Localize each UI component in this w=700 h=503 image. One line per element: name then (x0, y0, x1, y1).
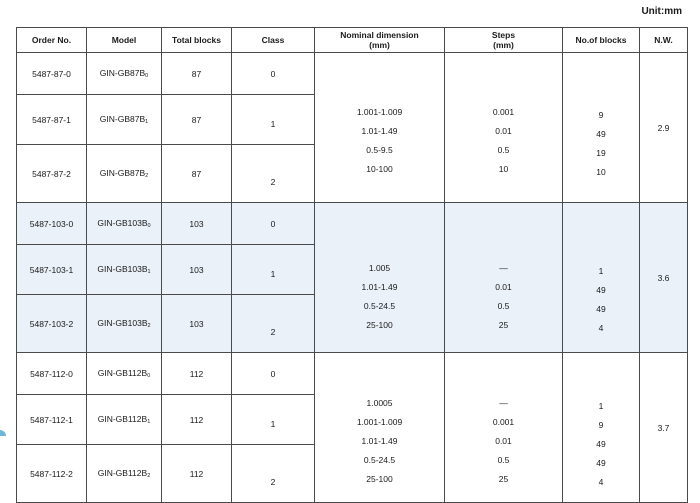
model-name: GIN-GB103B (97, 218, 148, 228)
cell-steps-list (445, 77, 562, 179)
cell-model (87, 353, 162, 395)
list-item: 0.001 (492, 417, 515, 427)
list-item: 10-100 (366, 163, 393, 174)
table-row (17, 353, 688, 395)
header-nominal-label: Nominal dimension (340, 30, 419, 40)
model-name: GIN-GB103B (97, 318, 148, 328)
cell-model (87, 445, 162, 503)
list-item: 49 (596, 303, 606, 314)
header-steps-label: Steps (491, 30, 516, 40)
cell-class: 1 (232, 95, 315, 145)
model-name: GIN-GB87B (99, 114, 146, 124)
list-item: 25 (498, 474, 509, 484)
cell-total-blocks: 112 (162, 445, 232, 503)
scan-edge-mark (0, 430, 6, 436)
cell-steps (445, 353, 563, 503)
list-item: 9 (598, 420, 604, 430)
model-grade-subscript: 2 (145, 173, 149, 179)
cell-no-of-blocks-list (563, 74, 639, 182)
cell-order-no: 5487-112-1 (17, 395, 87, 445)
cell-nw: 2.9 (640, 53, 688, 203)
cell-total-blocks: 103 (162, 295, 232, 353)
cell-model (87, 145, 162, 203)
list-item: 0.01 (495, 281, 512, 292)
cell-nominal-dimension-list (315, 221, 444, 335)
cell-class: 0 (232, 53, 315, 95)
list-item: 0.5-24.5 (363, 300, 396, 311)
list-item: 19 (596, 147, 606, 158)
model-grade-subscript: 1 (147, 419, 151, 425)
cell-model (87, 245, 162, 295)
cell-order-no: 5487-87-2 (17, 145, 87, 203)
header-total-blocks: Total blocks (162, 28, 232, 53)
cell-model (87, 53, 162, 95)
list-item: — (499, 398, 508, 408)
cell-steps (445, 53, 563, 203)
cell-total-blocks: 87 (162, 53, 232, 95)
cell-nw: 3.6 (640, 203, 688, 353)
cell-model (87, 395, 162, 445)
list-item: 4 (598, 322, 604, 333)
cell-steps-list (445, 221, 562, 335)
cell-class: 2 (232, 445, 315, 503)
list-item: 9 (598, 109, 604, 120)
list-item: 1.01-1.49 (361, 281, 398, 292)
list-item: — (499, 262, 508, 273)
model-name: GIN-GB112B (97, 368, 148, 378)
list-item: 25-100 (366, 474, 393, 484)
list-item: 25 (498, 319, 509, 330)
header-nw: N.W. (640, 28, 688, 53)
list-item: 0.5 (497, 144, 510, 155)
list-item: 1.001-1.009 (356, 106, 403, 117)
header-order-no: Order No. (17, 28, 87, 53)
list-item: 1.0005 (366, 398, 393, 408)
cell-steps (445, 203, 563, 353)
cell-class: 2 (232, 295, 315, 353)
list-item: 0.01 (495, 125, 512, 136)
model-grade-subscript: 0 (147, 223, 151, 229)
cell-nominal-dimension (315, 203, 445, 353)
list-item: 0.5 (497, 455, 510, 465)
cell-model (87, 95, 162, 145)
cell-total-blocks: 87 (162, 145, 232, 203)
cell-class: 0 (232, 203, 315, 245)
cell-nominal-dimension-list (315, 366, 444, 489)
cell-steps-list (445, 366, 562, 489)
header-row (17, 28, 688, 53)
list-item: 1.01-1.49 (361, 436, 398, 446)
cell-total-blocks: 103 (162, 203, 232, 245)
cell-total-blocks: 87 (162, 95, 232, 145)
model-name: GIN-GB103B (97, 264, 148, 274)
list-item: 1.01-1.49 (361, 125, 398, 136)
cell-order-no: 5487-87-1 (17, 95, 87, 145)
list-item: 4 (598, 477, 604, 487)
list-item: 49 (596, 128, 606, 139)
cell-order-no: 5487-103-2 (17, 295, 87, 353)
cell-total-blocks: 112 (162, 395, 232, 445)
cell-no-of-blocks-list (563, 218, 639, 338)
table-row (17, 203, 688, 245)
gauge-block-table (16, 27, 688, 503)
header-class: Class (232, 28, 315, 53)
model-name: GIN-GB112B (97, 468, 148, 478)
cell-class: 0 (232, 353, 315, 395)
cell-order-no: 5487-112-2 (17, 445, 87, 503)
header-model: Model (87, 28, 162, 53)
table-body (17, 53, 688, 503)
cell-order-no: 5487-87-0 (17, 53, 87, 95)
model-grade-subscript: 2 (147, 473, 151, 479)
table-row (17, 53, 688, 95)
cell-class: 1 (232, 395, 315, 445)
cell-order-no: 5487-112-0 (17, 353, 87, 395)
header-nominal-dimension (315, 28, 445, 53)
list-item: 0.5-24.5 (363, 455, 396, 465)
list-item: 1 (598, 401, 604, 411)
cell-no-of-blocks (563, 53, 640, 203)
model-name: GIN-GB112B (97, 414, 148, 424)
list-item: 25-100 (366, 319, 393, 330)
cell-nominal-dimension (315, 53, 445, 203)
list-item: 49 (596, 458, 606, 468)
header-steps (445, 28, 563, 53)
header-nominal-unit: (mm) (369, 40, 390, 50)
list-item: 49 (596, 439, 606, 449)
model-name: GIN-GB87B (99, 168, 146, 178)
model-grade-subscript: 1 (147, 269, 151, 275)
cell-order-no: 5487-103-0 (17, 203, 87, 245)
list-item: 0.01 (495, 436, 512, 446)
cell-total-blocks: 112 (162, 353, 232, 395)
cell-no-of-blocks-list (563, 363, 639, 492)
unit-label: Unit:mm (641, 6, 682, 17)
list-item: 0.001 (492, 106, 515, 117)
model-grade-subscript: 0 (147, 373, 151, 379)
list-item: 0.5 (497, 300, 510, 311)
model-grade-subscript: 1 (145, 119, 149, 125)
list-item: 1.005 (368, 262, 391, 273)
cell-nominal-dimension-list (315, 77, 444, 179)
header-steps-unit: (mm) (493, 40, 514, 50)
cell-class: 2 (232, 145, 315, 203)
cell-order-no: 5487-103-1 (17, 245, 87, 295)
list-item: 1 (598, 265, 604, 276)
cell-class: 1 (232, 245, 315, 295)
header-no-of-blocks: No.of blocks (563, 28, 640, 53)
list-item: 1.001-1.009 (356, 417, 403, 427)
list-item: 0.5-9.5 (366, 144, 393, 155)
list-item: 10 (596, 166, 606, 177)
cell-no-of-blocks (563, 203, 640, 353)
list-item: 49 (596, 284, 606, 295)
model-grade-subscript: 2 (147, 323, 151, 329)
cell-no-of-blocks (563, 353, 640, 503)
model-name: GIN-GB87B (99, 68, 146, 78)
cell-nominal-dimension (315, 353, 445, 503)
cell-model (87, 203, 162, 245)
cell-total-blocks: 103 (162, 245, 232, 295)
cell-nw: 3.7 (640, 353, 688, 503)
model-grade-subscript: 0 (145, 73, 149, 79)
cell-model (87, 295, 162, 353)
list-item: 10 (498, 163, 509, 174)
